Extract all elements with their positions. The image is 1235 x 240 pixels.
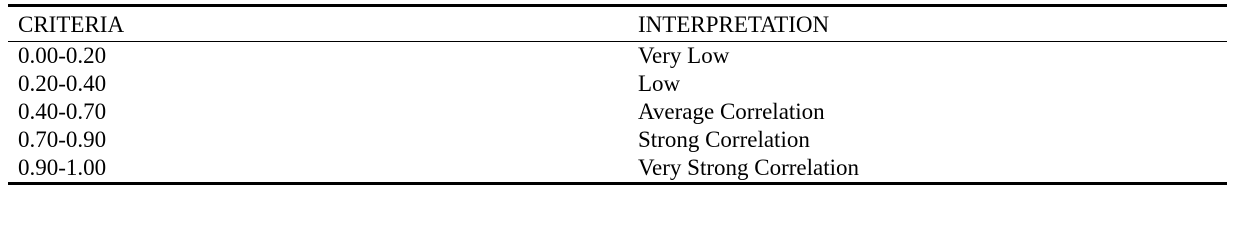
criteria-cell: 0.20-0.40	[18, 71, 107, 96]
table-row	[8, 126, 1227, 154]
criteria-column-header: CRITERIA	[18, 12, 125, 37]
table-row	[8, 70, 1227, 98]
criteria-cell: 0.70-0.90	[18, 127, 107, 152]
interpretation-cell: Average Correlation	[638, 99, 825, 124]
criteria-cell: 0.00-0.20	[18, 43, 107, 68]
header-row	[8, 6, 1227, 42]
table-row	[8, 98, 1227, 126]
interpretation-column-header: INTERPRETATION	[638, 12, 830, 37]
table-row	[8, 154, 1227, 184]
criteria-cell: 0.90-1.00	[18, 155, 107, 180]
table-header	[8, 6, 1227, 42]
correlation-table-container	[8, 4, 1227, 185]
table-body	[8, 42, 1227, 184]
interpretation-cell: Low	[638, 71, 681, 96]
interpretation-cell: Strong Correlation	[638, 127, 810, 152]
correlation-interpretation-table	[8, 4, 1227, 185]
table-row	[8, 42, 1227, 71]
interpretation-cell: Very Low	[638, 43, 730, 68]
criteria-cell: 0.40-0.70	[18, 99, 107, 124]
interpretation-cell: Very Strong Correlation	[638, 155, 860, 180]
